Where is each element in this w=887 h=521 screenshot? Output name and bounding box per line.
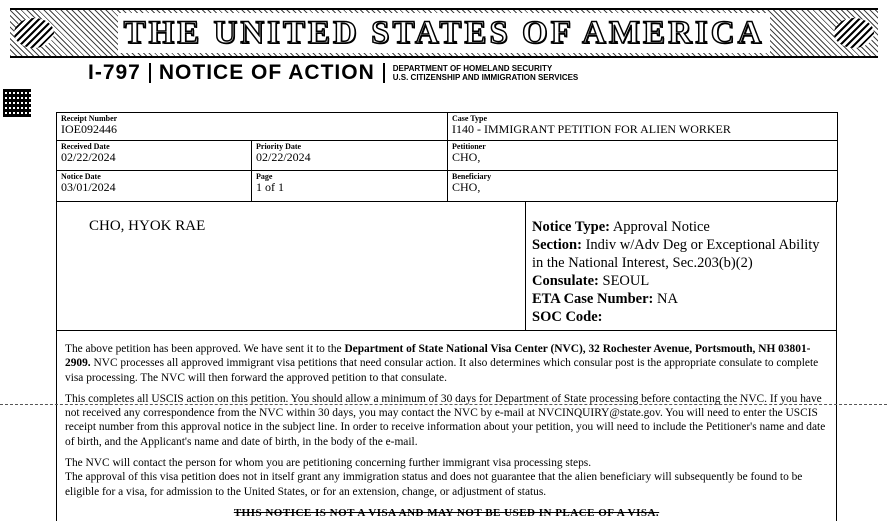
receipt-number-value: IOE092446 — [61, 122, 117, 136]
notice-type-row — [532, 218, 831, 236]
notice-date-value: 03/01/2024 — [61, 180, 116, 194]
divider — [149, 63, 151, 83]
beneficiary-value: CHO, — [452, 180, 481, 194]
eta-row — [532, 290, 831, 308]
petitioner-label: Petitioner — [452, 142, 486, 151]
beneficiary-label: Beneficiary — [452, 172, 492, 181]
receipt-number-label: Receipt Number — [61, 114, 118, 123]
notice-header — [88, 61, 578, 85]
paragraph-nvc-contact: The NVC will contact the person for whom you are petitioning concerning further immigrant visa processing steps. — [65, 457, 592, 470]
notice-details-panel — [525, 202, 837, 330]
soc-label: SOC Code: — [532, 309, 603, 325]
divider — [383, 63, 385, 83]
paragraph-approval-disclaimer: The approval of this visa petition does not in itself grant any immigration status and does not guarantee that the alien beneficiary will subsequently be found to be eligible for a visa, for admission to the United States, or for an extension, change, or adjustment of status. — [65, 471, 803, 498]
priority-date-value: 02/22/2024 — [256, 150, 311, 164]
not-a-visa-footer: THIS NOTICE IS NOT A VISA AND MAY NOT BE USED IN PLACE OF A VISA. — [233, 506, 660, 519]
page-cell — [252, 171, 448, 201]
notice-date-label: Notice Date — [61, 172, 101, 181]
p1-end: NVC processes all approved immigrant visa petitions that need consular action. It also determines which consular post is the appropriate consulate to complete visa processing. The NVC will then forward the approved petition to that consulate. — [65, 357, 819, 384]
banner — [10, 8, 878, 58]
eta-label: ETA Case Number: — [532, 291, 654, 307]
eta-value: NA — [657, 291, 678, 307]
agency-name: U.S. CITIZENSHIP AND IMMIGRATION SERVICES — [392, 73, 579, 82]
page-label: Page — [256, 172, 273, 181]
consulate-row — [532, 272, 831, 290]
form-number: I-797 — [88, 61, 141, 84]
addressee-box — [56, 201, 837, 331]
received-date-value: 02/22/2024 — [61, 150, 116, 164]
beneficiary-cell — [448, 171, 837, 201]
page-value: 1 of 1 — [256, 180, 284, 194]
petitioner-value: CHO, — [452, 150, 481, 164]
department-block — [393, 64, 579, 82]
notice-title: NOTICE OF ACTION — [158, 61, 375, 84]
banner-title: THE UNITED STATES OF AMERICA — [118, 13, 771, 53]
department-name: DEPARTMENT OF HOMELAND SECURITY — [392, 64, 553, 73]
petitioner-cell — [448, 141, 837, 171]
qr-code-icon — [3, 89, 31, 117]
addressee-name: CHO, HYOK RAE — [89, 218, 206, 234]
notice-type-label: Notice Type: — [532, 219, 610, 235]
case-type-cell — [448, 113, 837, 141]
section-value: Indiv w/Adv Deg or Exceptional Ability in the National Interest, Sec.203(b)(2) — [532, 237, 820, 271]
scan-artifact-line — [0, 404, 887, 405]
section-label: Section: — [532, 237, 582, 253]
case-type-value: I140 - IMMIGRANT PETITION FOR ALIEN WORKER — [452, 122, 731, 136]
soc-row — [532, 308, 831, 326]
priority-date-label: Priority Date — [256, 142, 302, 151]
paragraph-uscis-action: This completes all USCIS action on this petition. You should allow a minimum of 30 days for Department of State processing before contacting the NVC. If you have not received any correspondence from the NVC within 30 days, you may contact the NVC by e-mail at NVCINQUIRY@state.gov. You will need to enter the USCIS receipt number from this approval notice in the subject line. In order to receive information about your petition, you will need to include the Petitioner's name and date of birth, and the Applicant's name and date of birth, in the body of the e-mail. — [65, 392, 826, 448]
p1-start: The above petition has been approved. We have sent it to the — [65, 343, 345, 355]
receipt-number-cell — [57, 113, 448, 141]
case-type-label: Case Type — [452, 114, 488, 123]
paragraph-approval — [65, 342, 828, 385]
priority-date-cell — [252, 141, 448, 171]
p1-nvc-address: Department of State National Visa Center (NVC), 32 Rochester Avenue, Portsmouth, NH 03801-2909. — [65, 343, 811, 370]
section-row — [532, 236, 831, 272]
case-info-grid — [56, 112, 838, 202]
received-date-cell — [57, 141, 252, 171]
notice-body — [56, 331, 837, 521]
notice-date-cell — [57, 171, 252, 201]
received-date-label: Received Date — [61, 142, 110, 151]
consulate-label: Consulate: — [532, 273, 599, 289]
notice-type-value: Approval Notice — [612, 219, 710, 235]
consulate-value: SEOUL — [602, 273, 650, 289]
